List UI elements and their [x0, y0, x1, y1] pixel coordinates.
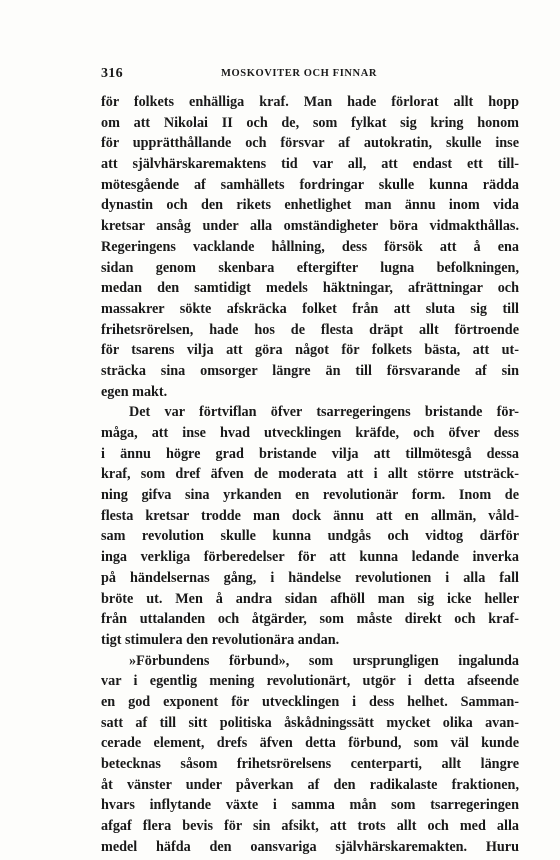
text-line: betecknas såsom frihetsrörelsens centerparti, allt längre [101, 756, 519, 772]
text-line: kretsar ansåg under alla omständigheter böra vidmakthållas. [101, 218, 519, 235]
body-text [101, 92, 519, 857]
text-line: satt af till sitt politiska åskådningssätt mycket olika avan- [101, 714, 519, 731]
text-line: Det var förtviflan öfver tsarregeringens bristande för- [129, 404, 519, 421]
text-line: bröte ut. Men å andra sidan afhöll man sig icke heller [101, 590, 519, 607]
text-line: kraf, som dref äfven de moderata att i allt större utsträck- [101, 466, 519, 483]
text-line: dynastin och den rikets enhetlighet man ännu inom vida [101, 197, 519, 214]
page-number: 316 [101, 66, 123, 81]
text-line: åt vänster under påverkan af den radikalaste fraktionen, [101, 776, 519, 793]
text-line: för upprätthållande och försvar af autokratin, skulle inse [101, 135, 519, 152]
text-line: sträcka sina omsorger längre än till försvarande af sin [101, 362, 519, 379]
text-line: sam revolution skulle kunna undgås och vidtog därför [101, 528, 519, 545]
text-line: mötesgående af samhällets fordringar skulle kunna rädda [101, 176, 519, 193]
text-line: från uttalanden och åtgärder, som måste direkt och kraf- [101, 611, 519, 628]
text-line: afgaf flera bevis för sin afsikt, att trots allt och med alla [101, 818, 519, 835]
text-line: tigt stimulera den revolutionära andan. [101, 631, 340, 648]
text-line: för folkets enhälliga kraf. Man hade förlorat allt hopp [101, 94, 519, 110]
text-line: för tsarens vilja att göra något för folkets bästa, att ut- [101, 342, 519, 359]
running-title: MOSKOVITER OCH FINNAR [221, 68, 378, 79]
text-line: »Förbundens förbund», som ursprungligen ingalunda [129, 652, 519, 669]
text-line: på händelsernas gång, i händelse revolutionen i alla fall [101, 569, 519, 586]
text-line: sidan genom skenbara eftergifter lugna befolkningen, [101, 259, 519, 276]
text-line: egen makt. [101, 383, 168, 400]
text-line: i ännu högre grad bristande vilja att tillmötesgå dessa [101, 445, 519, 462]
text-line: hvars inflytande växte i samma mån som tsarregeringen [101, 797, 519, 814]
text-line: medan den samtidigt medels häktningar, afrättningar och [101, 280, 519, 297]
text-line: måga, att inse hvad utvecklingen kräfde, och öfver dess [101, 425, 519, 441]
text-line: var i egentlig mening revolutionärt, utgör i detta afseende [101, 673, 519, 690]
text-line: cerade element, drefs äfven detta förbund, som väl kunde [101, 735, 519, 752]
text-line: flesta kretsar trodde man dock ännu att en allmän, våld- [101, 507, 519, 524]
text-line: inga verkliga förberedelser för att kunna ledande inverka [101, 549, 519, 566]
page-header [101, 66, 518, 86]
text-line: ning gifva sina yrkanden en revolutionär form. Inom de [101, 487, 519, 504]
text-line: om att Nikolai II och de, som fylkat sig kring honom [101, 114, 519, 131]
text-line: medel häfda den oansvariga självhärskaremakten. Huru [101, 838, 519, 855]
text-line: frihetsrörelsen, hade hos de flesta dräpt allt förtroende [101, 321, 519, 338]
text-line: att självhärskaremaktens tid var all, att endast ett till- [101, 156, 519, 173]
text-line: massakrer sökte afskräcka folket från att sluta sig till [101, 300, 519, 317]
text-line: Regeringens vacklande hållning, dess försök att å ena [101, 238, 519, 255]
text-line: en god exponent för utvecklingen i dess helhet. Samman- [101, 693, 519, 710]
